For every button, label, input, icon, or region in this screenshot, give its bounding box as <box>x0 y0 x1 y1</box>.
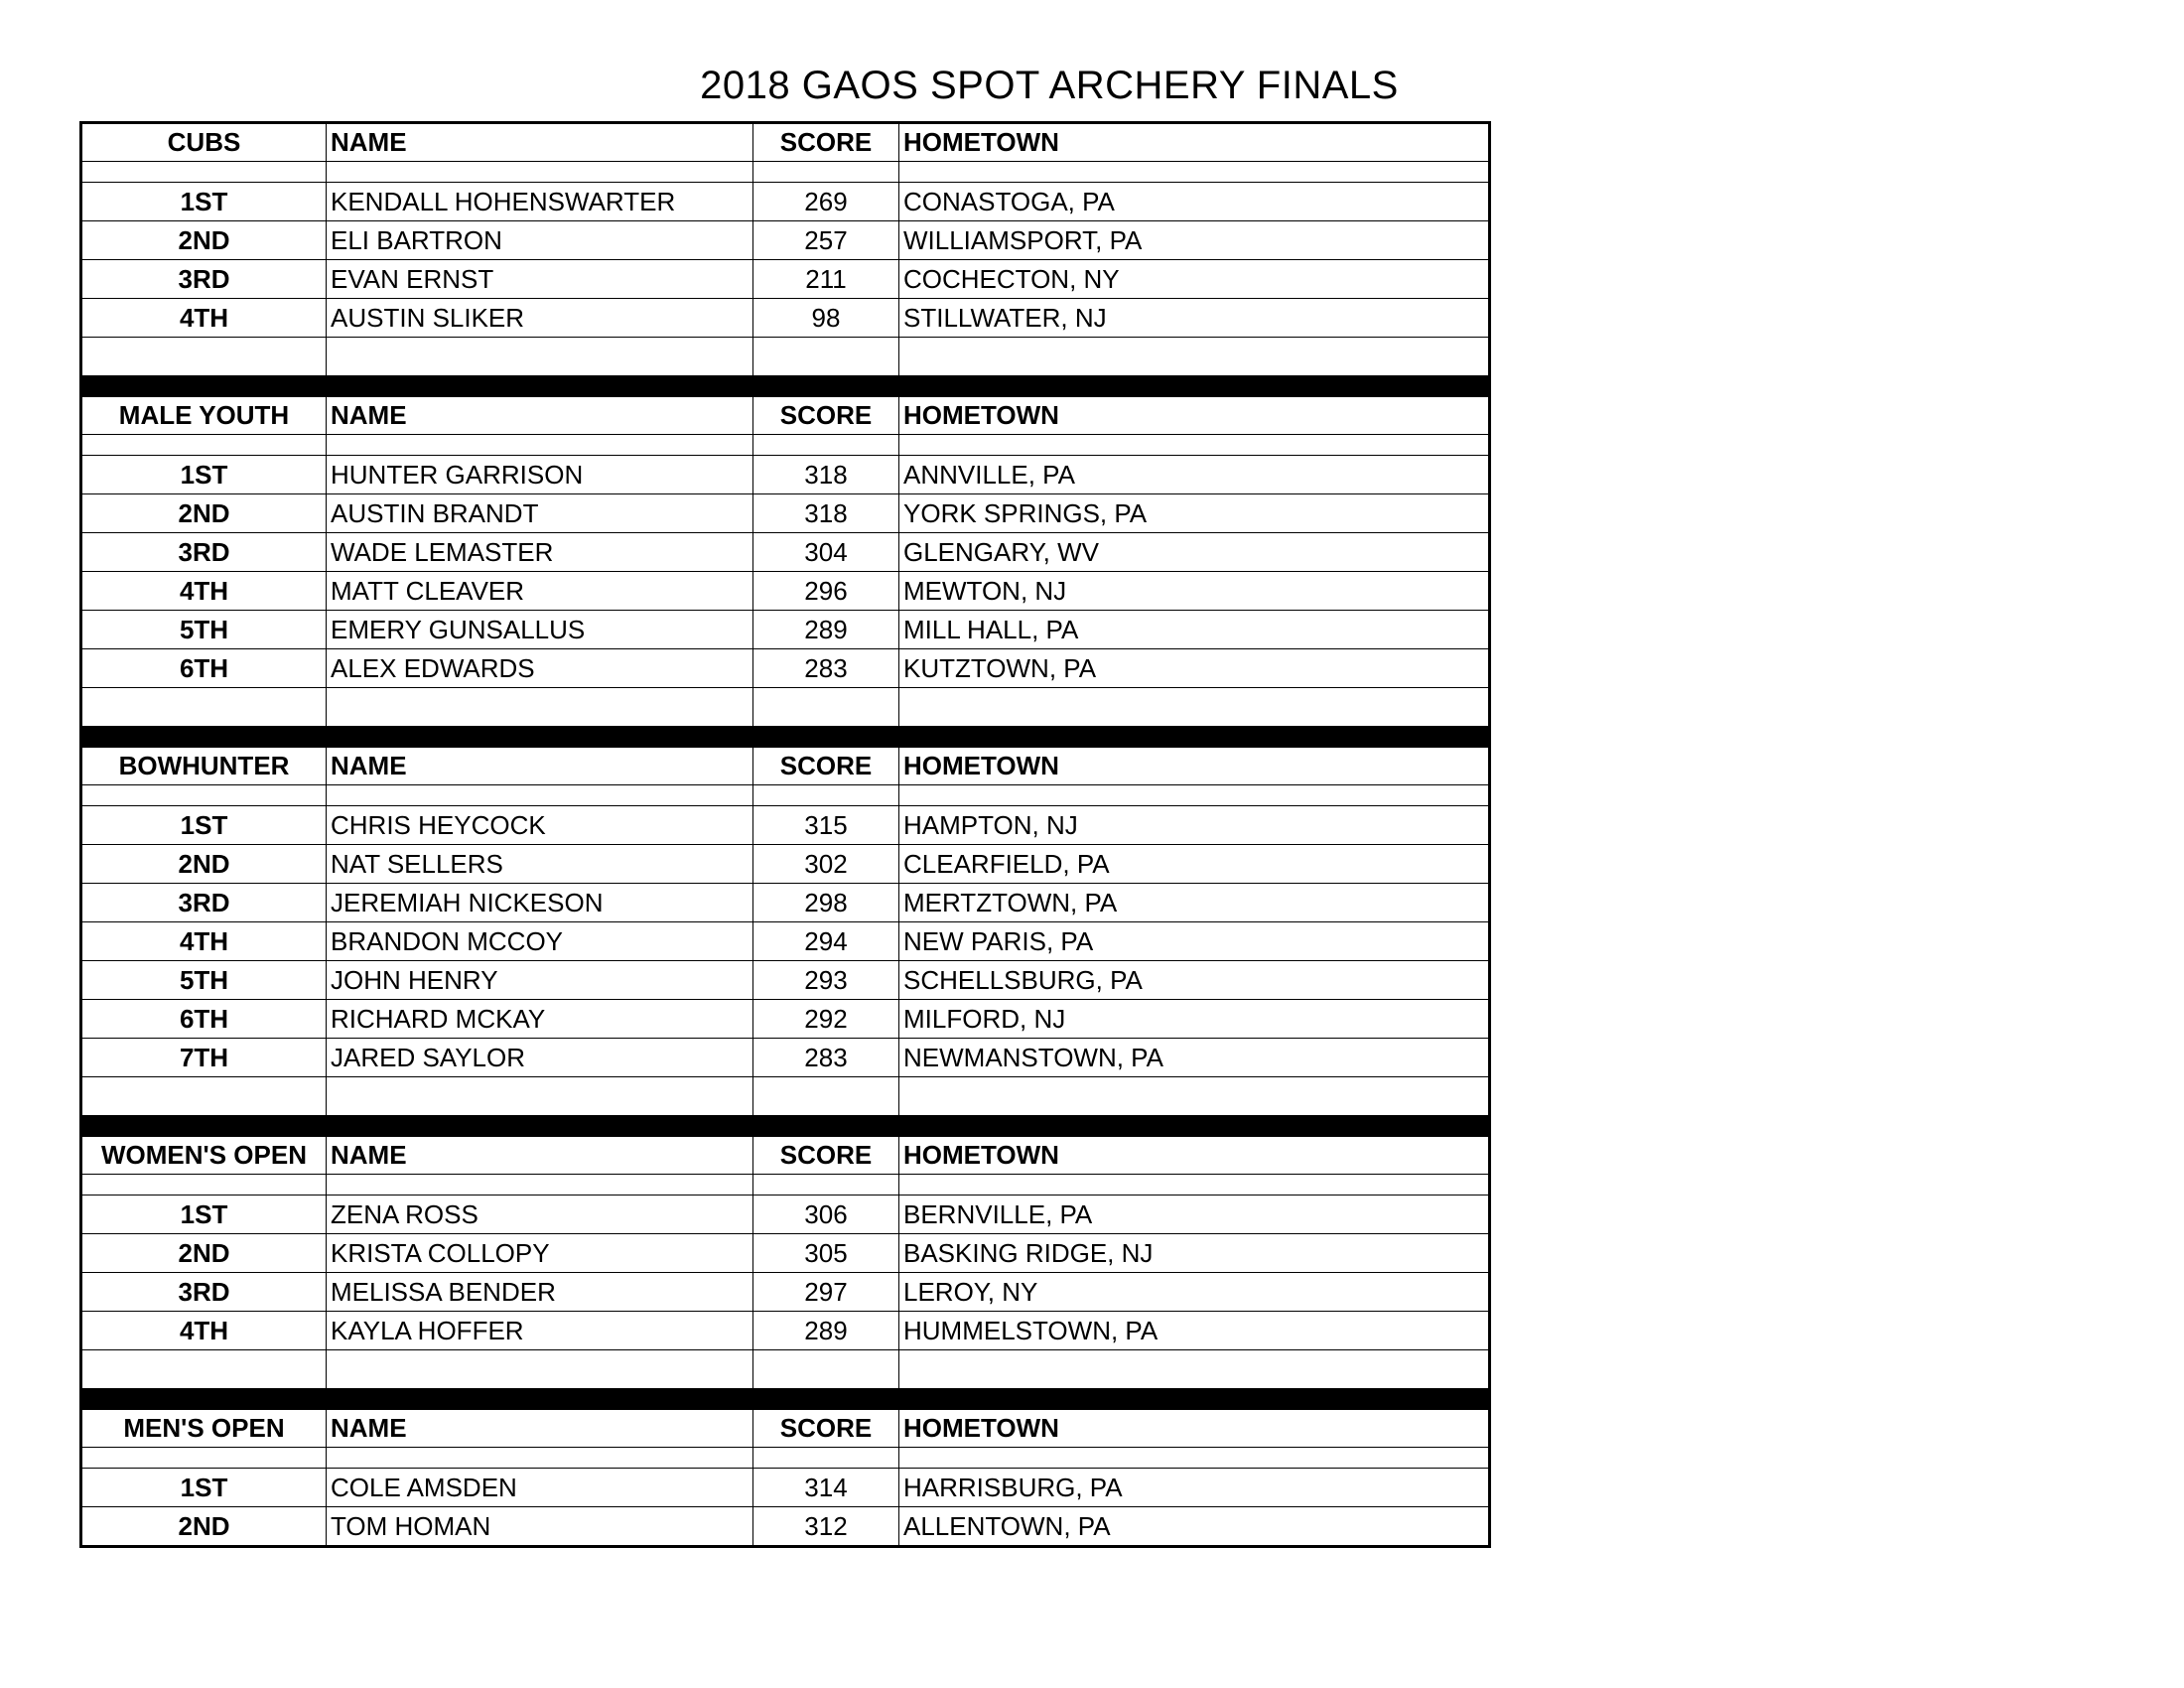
hometown-cell: SCHELLSBURG, PA <box>899 961 1490 1000</box>
spacer-row <box>81 162 1490 183</box>
hometown-cell: HARRISBURG, PA <box>899 1469 1490 1507</box>
archer-name-cell: JOHN HENRY <box>327 961 753 1000</box>
division-header-row <box>81 397 1490 435</box>
hometown-cell: CLEARFIELD, PA <box>899 845 1490 884</box>
hometown-column-header: HOMETOWN <box>899 397 1490 435</box>
archer-name-cell: JARED SAYLOR <box>327 1039 753 1077</box>
result-row <box>81 221 1490 260</box>
archer-name-cell: MELISSA BENDER <box>327 1273 753 1312</box>
result-row <box>81 260 1490 299</box>
archer-name-cell: AUSTIN SLIKER <box>327 299 753 338</box>
empty-cell <box>81 338 327 376</box>
hometown-cell: NEWMANSTOWN, PA <box>899 1039 1490 1077</box>
empty-cell <box>327 785 753 806</box>
place-cell: 4TH <box>81 922 327 961</box>
empty-cell <box>753 1175 899 1196</box>
result-row <box>81 572 1490 611</box>
place-cell: 1ST <box>81 456 327 494</box>
score-cell: 297 <box>753 1273 899 1312</box>
result-row <box>81 1039 1490 1077</box>
result-row <box>81 961 1490 1000</box>
hometown-cell: WILLIAMSPORT, PA <box>899 221 1490 260</box>
score-cell: 305 <box>753 1234 899 1273</box>
hometown-cell: ALLENTOWN, PA <box>899 1507 1490 1547</box>
hometown-cell: ANNVILLE, PA <box>899 456 1490 494</box>
section-divider <box>81 1116 1490 1137</box>
results-body <box>81 123 1490 1547</box>
empty-cell <box>327 1077 753 1116</box>
archer-name-cell: KRISTA COLLOPY <box>327 1234 753 1273</box>
place-cell: 3RD <box>81 260 327 299</box>
hometown-cell: BERNVILLE, PA <box>899 1196 1490 1234</box>
empty-cell <box>81 785 327 806</box>
result-row <box>81 1000 1490 1039</box>
result-row <box>81 494 1490 533</box>
empty-cell <box>753 1448 899 1469</box>
hometown-cell: MEWTON, NJ <box>899 572 1490 611</box>
empty-cell <box>753 688 899 727</box>
score-cell: 314 <box>753 1469 899 1507</box>
result-row <box>81 183 1490 221</box>
archer-name-cell: WADE LEMASTER <box>327 533 753 572</box>
result-row <box>81 884 1490 922</box>
name-column-header: NAME <box>327 123 753 162</box>
score-cell: 304 <box>753 533 899 572</box>
archer-name-cell: ELI BARTRON <box>327 221 753 260</box>
hometown-cell: MILFORD, NJ <box>899 1000 1490 1039</box>
score-cell: 318 <box>753 494 899 533</box>
name-column-header: NAME <box>327 397 753 435</box>
name-column-header: NAME <box>327 1137 753 1175</box>
archer-name-cell: BRANDON MCCOY <box>327 922 753 961</box>
empty-cell <box>899 1077 1490 1116</box>
place-cell: 1ST <box>81 183 327 221</box>
score-cell: 293 <box>753 961 899 1000</box>
archer-name-cell: ALEX EDWARDS <box>327 649 753 688</box>
empty-cell <box>899 162 1490 183</box>
score-cell: 302 <box>753 845 899 884</box>
empty-cell <box>899 688 1490 727</box>
archer-name-cell: ZENA ROSS <box>327 1196 753 1234</box>
empty-cell <box>327 1448 753 1469</box>
archer-name-cell: TOM HOMAN <box>327 1507 753 1547</box>
score-cell: 289 <box>753 1312 899 1350</box>
archer-name-cell: NAT SELLERS <box>327 845 753 884</box>
division-name: CUBS <box>81 123 327 162</box>
hometown-cell: CONASTOGA, PA <box>899 183 1490 221</box>
score-cell: 283 <box>753 649 899 688</box>
archer-name-cell: EMERY GUNSALLUS <box>327 611 753 649</box>
empty-cell <box>899 1448 1490 1469</box>
place-cell: 7TH <box>81 1039 327 1077</box>
empty-cell <box>899 1175 1490 1196</box>
score-cell: 312 <box>753 1507 899 1547</box>
score-cell: 283 <box>753 1039 899 1077</box>
archer-name-cell: KAYLA HOFFER <box>327 1312 753 1350</box>
empty-cell <box>327 688 753 727</box>
score-cell: 298 <box>753 884 899 922</box>
empty-cell <box>899 785 1490 806</box>
score-cell: 306 <box>753 1196 899 1234</box>
score-column-header: SCORE <box>753 1410 899 1448</box>
place-cell: 2ND <box>81 1234 327 1273</box>
result-row <box>81 1507 1490 1547</box>
spacer-row <box>81 1448 1490 1469</box>
hometown-cell: YORK SPRINGS, PA <box>899 494 1490 533</box>
section-divider <box>81 1389 1490 1410</box>
divider-cell <box>81 376 1490 397</box>
result-row <box>81 299 1490 338</box>
score-cell: 257 <box>753 221 899 260</box>
empty-cell <box>81 1175 327 1196</box>
place-cell: 1ST <box>81 1469 327 1507</box>
place-cell: 2ND <box>81 221 327 260</box>
score-cell: 318 <box>753 456 899 494</box>
hometown-cell: MERTZTOWN, PA <box>899 884 1490 922</box>
hometown-cell: STILLWATER, NJ <box>899 299 1490 338</box>
score-cell: 315 <box>753 806 899 845</box>
name-column-header: NAME <box>327 748 753 785</box>
hometown-column-header: HOMETOWN <box>899 1137 1490 1175</box>
empty-cell <box>753 1350 899 1389</box>
empty-cell <box>81 435 327 456</box>
division-name: WOMEN'S OPEN <box>81 1137 327 1175</box>
archer-name-cell: JEREMIAH NICKESON <box>327 884 753 922</box>
score-cell: 211 <box>753 260 899 299</box>
place-cell: 3RD <box>81 1273 327 1312</box>
result-row <box>81 649 1490 688</box>
place-cell: 5TH <box>81 611 327 649</box>
section-divider <box>81 727 1490 748</box>
divider-cell <box>81 1389 1490 1410</box>
hometown-cell: HAMPTON, NJ <box>899 806 1490 845</box>
blank-row <box>81 1077 1490 1116</box>
place-cell: 4TH <box>81 572 327 611</box>
divider-cell <box>81 727 1490 748</box>
archer-name-cell: HUNTER GARRISON <box>327 456 753 494</box>
hometown-column-header: HOMETOWN <box>899 123 1490 162</box>
results-table <box>79 121 1491 1548</box>
score-cell: 289 <box>753 611 899 649</box>
result-row <box>81 806 1490 845</box>
score-column-header: SCORE <box>753 123 899 162</box>
spacer-row <box>81 435 1490 456</box>
place-cell: 4TH <box>81 1312 327 1350</box>
score-cell: 292 <box>753 1000 899 1039</box>
empty-cell <box>327 338 753 376</box>
result-row <box>81 1469 1490 1507</box>
score-cell: 269 <box>753 183 899 221</box>
empty-cell <box>81 1448 327 1469</box>
result-row <box>81 922 1490 961</box>
place-cell: 3RD <box>81 533 327 572</box>
result-row <box>81 456 1490 494</box>
empty-cell <box>81 162 327 183</box>
hometown-cell: COCHECTON, NY <box>899 260 1490 299</box>
place-cell: 2ND <box>81 494 327 533</box>
archer-name-cell: CHRIS HEYCOCK <box>327 806 753 845</box>
empty-cell <box>899 338 1490 376</box>
empty-cell <box>899 1350 1490 1389</box>
hometown-cell: HUMMELSTOWN, PA <box>899 1312 1490 1350</box>
score-cell: 296 <box>753 572 899 611</box>
result-row <box>81 1234 1490 1273</box>
score-column-header: SCORE <box>753 397 899 435</box>
division-header-row <box>81 123 1490 162</box>
blank-row <box>81 688 1490 727</box>
section-divider <box>81 376 1490 397</box>
empty-cell <box>753 338 899 376</box>
place-cell: 2ND <box>81 845 327 884</box>
archer-name-cell: MATT CLEAVER <box>327 572 753 611</box>
division-header-row <box>81 1410 1490 1448</box>
empty-cell <box>327 435 753 456</box>
archer-name-cell: RICHARD MCKAY <box>327 1000 753 1039</box>
place-cell: 4TH <box>81 299 327 338</box>
hometown-cell: LEROY, NY <box>899 1273 1490 1312</box>
spacer-row <box>81 1175 1490 1196</box>
place-cell: 6TH <box>81 649 327 688</box>
place-cell: 6TH <box>81 1000 327 1039</box>
empty-cell <box>81 1077 327 1116</box>
place-cell: 1ST <box>81 806 327 845</box>
place-cell: 5TH <box>81 961 327 1000</box>
blank-row <box>81 1350 1490 1389</box>
hometown-cell: BASKING RIDGE, NJ <box>899 1234 1490 1273</box>
hometown-column-header: HOMETOWN <box>899 1410 1490 1448</box>
division-name: MEN'S OPEN <box>81 1410 327 1448</box>
place-cell: 2ND <box>81 1507 327 1547</box>
result-row <box>81 1196 1490 1234</box>
empty-cell <box>327 1350 753 1389</box>
division-name: BOWHUNTER <box>81 748 327 785</box>
result-row <box>81 611 1490 649</box>
division-header-row <box>81 748 1490 785</box>
score-cell: 98 <box>753 299 899 338</box>
hometown-cell: GLENGARY, WV <box>899 533 1490 572</box>
empty-cell <box>81 688 327 727</box>
result-row <box>81 533 1490 572</box>
divider-cell <box>81 1116 1490 1137</box>
name-column-header: NAME <box>327 1410 753 1448</box>
empty-cell <box>753 1077 899 1116</box>
empty-cell <box>899 435 1490 456</box>
result-row <box>81 1312 1490 1350</box>
archer-name-cell: AUSTIN BRANDT <box>327 494 753 533</box>
score-column-header: SCORE <box>753 1137 899 1175</box>
spacer-row <box>81 785 1490 806</box>
archer-name-cell: KENDALL HOHENSWARTER <box>327 183 753 221</box>
hometown-cell: MILL HALL, PA <box>899 611 1490 649</box>
place-cell: 1ST <box>81 1196 327 1234</box>
hometown-cell: NEW PARIS, PA <box>899 922 1490 961</box>
empty-cell <box>753 162 899 183</box>
hometown-cell: KUTZTOWN, PA <box>899 649 1490 688</box>
empty-cell <box>753 785 899 806</box>
empty-cell <box>81 1350 327 1389</box>
empty-cell <box>753 435 899 456</box>
blank-row <box>81 338 1490 376</box>
division-name: MALE YOUTH <box>81 397 327 435</box>
division-header-row <box>81 1137 1490 1175</box>
archer-name-cell: COLE AMSDEN <box>327 1469 753 1507</box>
empty-cell <box>327 162 753 183</box>
result-row <box>81 1273 1490 1312</box>
score-column-header: SCORE <box>753 748 899 785</box>
hometown-column-header: HOMETOWN <box>899 748 1490 785</box>
score-cell: 294 <box>753 922 899 961</box>
archer-name-cell: EVAN ERNST <box>327 260 753 299</box>
place-cell: 3RD <box>81 884 327 922</box>
page-title: 2018 GAOS SPOT ARCHERY FINALS <box>700 64 1399 107</box>
result-row <box>81 845 1490 884</box>
empty-cell <box>327 1175 753 1196</box>
